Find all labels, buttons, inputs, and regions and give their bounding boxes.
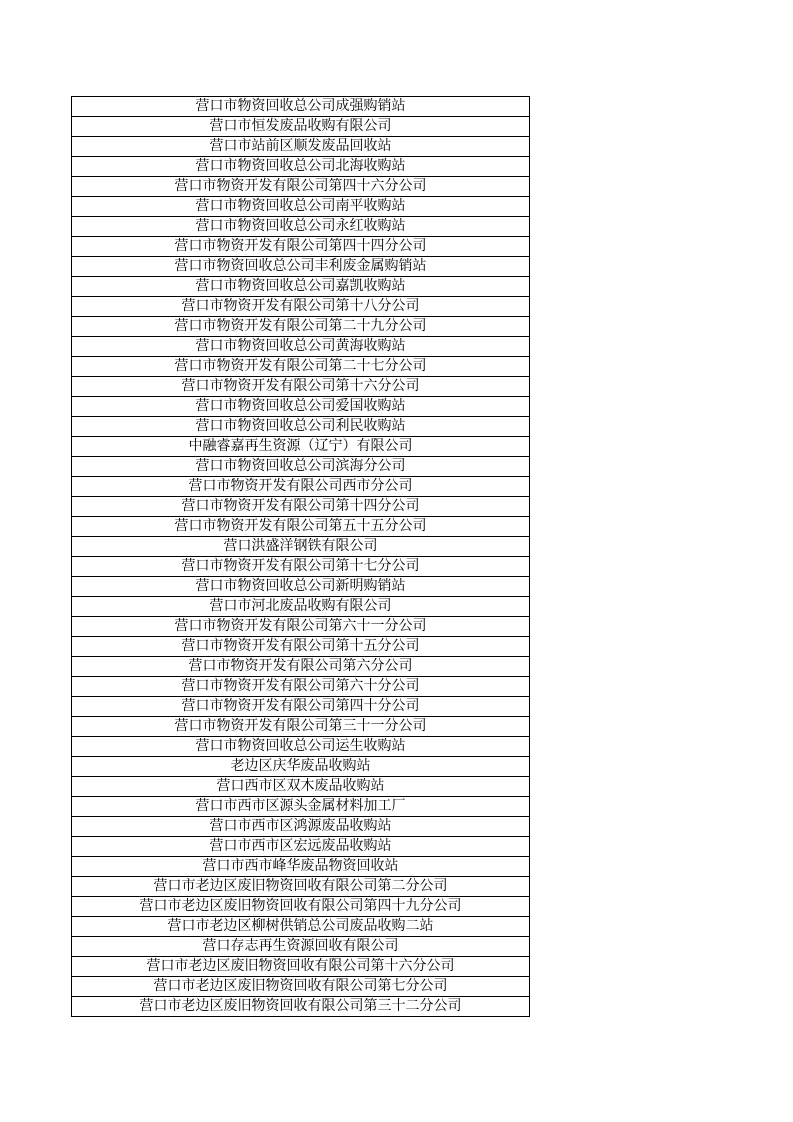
table-row (72, 877, 530, 897)
table-row (72, 837, 530, 857)
company-name-cell: 营口市物资开发有限公司第六十一分公司 (72, 617, 530, 637)
table-row (72, 317, 530, 337)
company-name-cell: 营口市物资回收总公司运生收购站 (72, 737, 530, 757)
company-name-cell: 营口市物资开发有限公司第十五分公司 (72, 637, 530, 657)
company-name-cell: 营口市物资开发有限公司第十七分公司 (72, 557, 530, 577)
company-name-cell: 营口市物资开发有限公司第六分公司 (72, 657, 530, 677)
table-row (72, 497, 530, 517)
table-row (72, 537, 530, 557)
table-row (72, 657, 530, 677)
table-row (72, 417, 530, 437)
company-list-body (72, 97, 530, 1017)
company-name-cell: 营口市物资开发有限公司第十六分公司 (72, 377, 530, 397)
table-row (72, 237, 530, 257)
company-name-cell: 营口市物资回收总公司滨海分公司 (72, 457, 530, 477)
table-row (72, 457, 530, 477)
company-name-cell: 营口市物资开发有限公司第二十七分公司 (72, 357, 530, 377)
table-row (72, 477, 530, 497)
table-row (72, 617, 530, 637)
company-name-cell: 营口市河北废品收购有限公司 (72, 597, 530, 617)
company-name-cell: 营口市物资开发有限公司第十四分公司 (72, 497, 530, 517)
table-row (72, 897, 530, 917)
company-name-cell: 营口市物资开发有限公司第十八分公司 (72, 297, 530, 317)
company-name-cell: 营口市西市区源头金属材料加工厂 (72, 797, 530, 817)
company-name-cell: 营口市老边区废旧物资回收有限公司第七分公司 (72, 977, 530, 997)
company-name-cell: 营口市老边区柳树供销总公司废品收购二站 (72, 917, 530, 937)
table-row (72, 257, 530, 277)
company-name-cell: 营口市物资回收总公司新明购销站 (72, 577, 530, 597)
company-name-cell: 营口市物资回收总公司爱国收购站 (72, 397, 530, 417)
table-row (72, 517, 530, 537)
company-name-cell: 营口西市区双木废品收购站 (72, 777, 530, 797)
company-name-cell: 营口市老边区废旧物资回收有限公司第十六分公司 (72, 957, 530, 977)
table-row (72, 357, 530, 377)
company-name-cell: 营口市站前区顺发废品回收站 (72, 137, 530, 157)
company-name-cell: 营口市物资开发有限公司第四十四分公司 (72, 237, 530, 257)
company-name-cell: 中融睿嘉再生资源（辽宁）有限公司 (72, 437, 530, 457)
company-list-table (71, 96, 530, 1017)
company-name-cell: 营口市老边区废旧物资回收有限公司第二分公司 (72, 877, 530, 897)
table-row (72, 157, 530, 177)
table-row (72, 437, 530, 457)
company-name-cell: 营口市老边区废旧物资回收有限公司第四十九分公司 (72, 897, 530, 917)
table-row (72, 857, 530, 877)
table-row (72, 197, 530, 217)
company-name-cell: 营口市物资回收总公司嘉凯收购站 (72, 277, 530, 297)
table-row (72, 757, 530, 777)
company-name-cell: 营口市物资回收总公司利民收购站 (72, 417, 530, 437)
table-row (72, 117, 530, 137)
table-row (72, 337, 530, 357)
company-name-cell: 营口市物资回收总公司南平收购站 (72, 197, 530, 217)
company-name-cell: 营口市物资开发有限公司第六十分公司 (72, 677, 530, 697)
company-name-cell: 营口市物资回收总公司北海收购站 (72, 157, 530, 177)
table-row (72, 917, 530, 937)
company-name-cell: 营口市老边区废旧物资回收有限公司第三十二分公司 (72, 997, 530, 1017)
company-name-cell: 营口市物资回收总公司黄海收购站 (72, 337, 530, 357)
table-row (72, 97, 530, 117)
company-name-cell: 营口市物资开发有限公司第五十五分公司 (72, 517, 530, 537)
company-name-cell: 营口市西市区鸿源废品收购站 (72, 817, 530, 837)
company-name-cell: 营口市西市峰华废品物资回收站 (72, 857, 530, 877)
company-name-cell: 营口市物资回收总公司丰利废金属购销站 (72, 257, 530, 277)
table-row (72, 997, 530, 1017)
table-row (72, 577, 530, 597)
company-name-cell: 营口市恒发废品收购有限公司 (72, 117, 530, 137)
table-row (72, 937, 530, 957)
company-name-cell: 营口市物资回收总公司成强购销站 (72, 97, 530, 117)
table-row (72, 777, 530, 797)
table-row (72, 297, 530, 317)
company-name-cell: 营口市物资开发有限公司西市分公司 (72, 477, 530, 497)
table-row (72, 557, 530, 577)
company-name-cell: 营口市物资开发有限公司第四十分公司 (72, 697, 530, 717)
company-name-cell: 营口存志再生资源回收有限公司 (72, 937, 530, 957)
table-row (72, 737, 530, 757)
table-row (72, 697, 530, 717)
company-name-cell: 老边区庆华废品收购站 (72, 757, 530, 777)
table-row (72, 977, 530, 997)
company-name-cell: 营口市物资开发有限公司第二十九分公司 (72, 317, 530, 337)
table-row (72, 957, 530, 977)
company-name-cell: 营口洪盛洋钢铁有限公司 (72, 537, 530, 557)
table-row (72, 217, 530, 237)
company-name-cell: 营口市物资回收总公司永红收购站 (72, 217, 530, 237)
table-row (72, 597, 530, 617)
table-row (72, 377, 530, 397)
table-row (72, 797, 530, 817)
table-row (72, 637, 530, 657)
table-row (72, 137, 530, 157)
company-name-cell: 营口市物资开发有限公司第四十六分公司 (72, 177, 530, 197)
table-row (72, 717, 530, 737)
table-row (72, 677, 530, 697)
company-name-cell: 营口市物资开发有限公司第三十一分公司 (72, 717, 530, 737)
company-name-cell: 营口市西市区宏远废品收购站 (72, 837, 530, 857)
table-row (72, 177, 530, 197)
table-row (72, 397, 530, 417)
table-row (72, 277, 530, 297)
table-row (72, 817, 530, 837)
